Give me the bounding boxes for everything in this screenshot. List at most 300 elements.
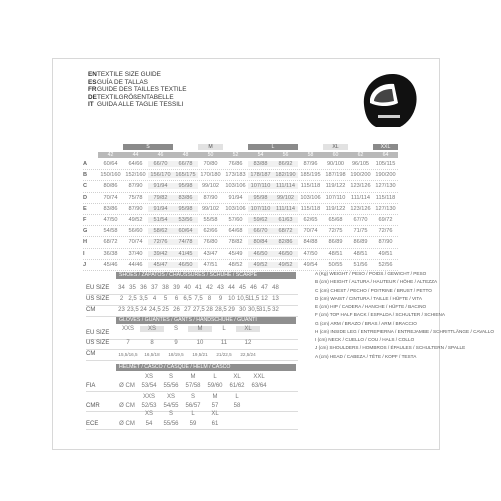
table-cell: 190/200 [350, 172, 371, 179]
table-cell: 165/175 [173, 172, 198, 178]
shoes-cell: 24 [140, 307, 147, 313]
table-cell: 59/62 [248, 217, 273, 223]
helmet-size-cell: XXS [142, 394, 155, 400]
shoes-cell: 10,5 [237, 296, 249, 302]
title-block [88, 71, 187, 109]
table-cell: 86/89 [328, 239, 343, 246]
table-cell: 91/94 [148, 206, 173, 212]
table-cell: 79/82 [148, 195, 173, 201]
shoes-row [86, 285, 281, 291]
size-number-cell: 56 [273, 152, 298, 158]
table-cell: 80/86 [103, 183, 118, 190]
row-label: F [83, 217, 87, 224]
table-cell: 119/122 [325, 183, 346, 190]
table-cell: 68/72 [273, 228, 298, 234]
row-label: FIA [86, 383, 96, 389]
table-cell: 87/90 [128, 205, 143, 212]
helmet-size-cell: XS [166, 394, 175, 400]
table-cell: 84/88 [303, 239, 318, 246]
helmet-size-row [86, 374, 270, 380]
shoes-cell: 28 [206, 307, 213, 313]
row-label: CMR [86, 403, 100, 409]
legend-item: F (cm) TOP HALF BACK / ESPALDA / SCHULTER / SCHIENA [315, 312, 446, 318]
divider-line [86, 360, 298, 361]
shoes-row [86, 307, 281, 313]
shoes-cell: 40 [184, 285, 191, 291]
helmet-header: HELMET / CASCO / CASQUE / HELM / CASCO [116, 364, 296, 371]
size-letter-cell: XL [323, 144, 348, 150]
table-cell: 64/68 [228, 228, 243, 235]
helmet-size-cell: XS [144, 374, 153, 380]
size-number-cell: 50 [198, 152, 223, 158]
title-lang-code: FR [88, 86, 97, 94]
gloves-cell: 16,5/18 [144, 351, 160, 357]
table-cell: 65/68 [328, 217, 343, 224]
table-cell: 75/78 [128, 194, 143, 201]
helmet-cell: 59 [189, 421, 197, 427]
table-cell: 39/42 [148, 251, 173, 257]
helmet-size-row [86, 394, 248, 400]
table-cell: 107/110 [248, 206, 273, 212]
size-letter-cell: S [123, 144, 173, 150]
table-cell: 87/96 [303, 161, 318, 168]
shoes-cell: 34 [118, 285, 125, 291]
table-cell: 66/70 [248, 228, 273, 234]
table-cell: 55/58 [203, 217, 218, 224]
table-cell: 67/70 [353, 217, 368, 224]
table-cell: 150/160 [100, 172, 121, 179]
table-cell: 127/130 [375, 205, 396, 212]
row-label: B [83, 172, 88, 179]
gloves-cell: 9 [174, 340, 178, 346]
row-label: H [83, 239, 88, 246]
table-cell: 182/190 [273, 172, 298, 178]
table-cell: 47/50 [303, 250, 318, 257]
row-label: A [83, 161, 88, 168]
shoes-cell: 11,5 [248, 296, 260, 302]
helmet-size-cell: XL [233, 374, 241, 380]
table-cell: 69/72 [378, 217, 393, 224]
shoes-cell: 25 [162, 307, 169, 313]
table-cell: 54/58 [103, 228, 118, 235]
row-label: E [83, 205, 87, 212]
helmet-cell: 54 [145, 421, 153, 427]
table-cell: 48/51 [353, 250, 368, 257]
table-cell: 61/63 [273, 217, 298, 223]
table-cell: 60/64 [173, 228, 198, 234]
size-letter-cell: M [198, 144, 223, 150]
table-cell: 52/56 [378, 261, 393, 268]
size-number-cell: 44 [123, 152, 148, 158]
table-row [83, 249, 398, 260]
helmet-size-cell: XXL [253, 374, 265, 380]
size-letter-cell: L [248, 144, 298, 150]
shoes-cell: 43 [217, 285, 224, 291]
helmet-size-cell: S [168, 411, 173, 417]
row-label: EU SIZE [86, 285, 110, 291]
shoes-cell: 13 [272, 296, 279, 302]
table-cell: 49/52 [273, 262, 298, 268]
table-cell: 187/198 [325, 172, 346, 179]
table-cell: 95/98 [173, 206, 198, 212]
table-cell: 70/74 [128, 239, 143, 246]
table-cell: 127/130 [375, 183, 396, 190]
gloves-cell: 11 [220, 340, 228, 346]
shoes-cell: 31,5 [259, 307, 271, 313]
table-cell: 72/76 [378, 228, 393, 235]
table-cell: 111/114 [351, 194, 370, 201]
shoes-cell: 6,5 [183, 296, 192, 302]
size-number-cell: 58 [298, 152, 323, 158]
table-cell: 45/49 [228, 250, 243, 257]
measurement-legend [315, 270, 494, 361]
table-cell: 37/40 [128, 250, 143, 257]
legend-item: H (cm) INSIDE LEG / ENTREPIERNA / ENTREJAMBE / SCHRITTLÄNGE / CAVALLO [315, 328, 495, 334]
table-cell: 86/92 [273, 161, 298, 167]
size-number-cell: 42 [98, 152, 123, 158]
table-cell: 91/94 [148, 183, 173, 189]
shoes-cell: 6 [174, 296, 179, 302]
table-cell: 103/106 [225, 205, 246, 212]
table-cell: 95/98 [173, 183, 198, 189]
shoes-cell: 23 [118, 307, 125, 313]
helmet-cell: 55/56 [163, 383, 179, 389]
helmet-size-cell: L [235, 394, 239, 400]
gloves-cell: 21/22,5 [216, 351, 232, 357]
table-cell: 48/52 [228, 261, 243, 268]
table-cell: 71/75 [353, 228, 368, 235]
table-cell: 185/195 [300, 172, 321, 179]
gloves-cell: 15,5/16,5 [118, 351, 138, 357]
size-number-cell: 54 [248, 152, 273, 158]
shoes-cell: 4 [152, 296, 157, 302]
helmet-cell: 61 [211, 421, 219, 427]
row-label: D [83, 194, 88, 201]
table-row [83, 159, 398, 170]
textile-size-table [83, 143, 398, 271]
table-cell: 83/88 [248, 161, 273, 167]
table-cell: 62/66 [203, 228, 218, 235]
row-label: J [83, 261, 87, 268]
title-text: TEXTILE SIZE GUIDE [97, 71, 161, 78]
gloves-size-cell: XXS [121, 326, 134, 332]
table-row [83, 204, 398, 215]
shoes-cell: 41 [195, 285, 202, 291]
table-cell: 107/110 [325, 194, 346, 201]
legend-item: C (cm) CHEST / PECHO / POITRINE / BRUST / PETTO [315, 287, 432, 293]
size-letter-row [83, 143, 398, 150]
helmet-cell: 52/53 [141, 403, 157, 409]
helmet-unit: Ø CM [119, 383, 135, 389]
shoes-cell: 38 [162, 285, 169, 291]
helmet-unit: Ø CM [119, 421, 135, 427]
table-cell: 66/78 [173, 161, 198, 167]
divider-line [86, 305, 298, 306]
shoes-cell: 26 [173, 307, 180, 313]
table-cell: 43/47 [203, 250, 218, 257]
table-cell: 53/56 [173, 217, 198, 223]
row-label: US SIZE [86, 296, 110, 302]
title-row [88, 101, 187, 109]
table-cell: 115/118 [300, 183, 321, 190]
helmet-size-cell: L [213, 374, 217, 380]
gloves-size-cell: M [188, 326, 212, 332]
legend-item: A (cm) HEAD / CABEZA / TÊTE / KOPF / TESTA [315, 353, 417, 359]
helmet-cell: 54/55 [163, 403, 179, 409]
table-cell: 105/115 [375, 161, 396, 168]
table-cell: 95/98 [248, 195, 273, 201]
table-cell: 45/47 [148, 262, 173, 268]
helmet-cell: 61/62 [229, 383, 245, 389]
table-cell: 173/183 [225, 172, 246, 179]
table-cell: 80/84 [248, 239, 273, 245]
helmet-cell: 59/60 [207, 383, 223, 389]
size-number-cell: 64 [373, 152, 398, 158]
legend-item: E (cm) HIP / CADERA / HANCHE / HÜFTE / BACINO [315, 304, 427, 309]
helmet-cell: 56/57 [185, 403, 201, 409]
size-number-cell: 60 [323, 152, 348, 158]
table-cell: 72/76 [148, 239, 173, 245]
shoes-cell: 3,5 [139, 296, 148, 302]
gloves-size-cell: XL [236, 326, 260, 332]
shoes-cell: 37 [151, 285, 158, 291]
table-cell: 86/89 [353, 239, 368, 246]
table-cell: 90/100 [326, 161, 345, 168]
table-cell: 111/114 [273, 206, 298, 212]
shoes-cell: 44 [228, 285, 235, 291]
shoes-header: SHOES / ZAPATOS / CHAUSSURES / SCHUHE / SCARPE [116, 272, 296, 279]
table-cell: 68/72 [103, 239, 118, 246]
table-cell: 99/102 [273, 195, 298, 201]
title-text: GUIDA ALLE TAGLIE TESSILI [97, 101, 184, 109]
helmet-cell: 57 [211, 403, 219, 409]
gloves-cell: 8 [150, 340, 154, 346]
shoes-cell: 42 [206, 285, 213, 291]
table-cell: 103/106 [300, 194, 321, 201]
size-number-cell: 62 [348, 152, 373, 158]
helmet-size-cell: L [191, 411, 195, 417]
table-cell: 123/126 [350, 205, 371, 212]
table-cell: 111/114 [273, 183, 298, 189]
gloves-cell: 10 [196, 340, 204, 346]
helmet-row [86, 403, 248, 409]
table-cell: 152/160 [125, 172, 146, 179]
helmet-icon [356, 69, 422, 133]
shoes-cell: 47 [261, 285, 268, 291]
shoes-cell: 5 [163, 296, 168, 302]
table-cell: 58/62 [148, 228, 173, 234]
table-cell: 74/78 [173, 239, 198, 245]
legend-item: A (Kg) WEIGHT / PESO / POIDS / GEWICHT / PESO [315, 271, 427, 276]
table-row [83, 215, 398, 226]
row-label: US SIZE [86, 340, 110, 346]
table-cell: 83/86 [103, 205, 118, 212]
title-lang-code: ES [88, 78, 97, 86]
table-cell: 87/90 [128, 183, 143, 190]
helmet-size-row [86, 411, 226, 417]
title-text: TEXTILGRÖßENTABELLE [97, 93, 174, 101]
helmet-cell: 57/58 [185, 383, 201, 389]
table-cell: 115/118 [300, 205, 321, 212]
table-cell: 50/55 [328, 261, 343, 268]
table-cell: 49/51 [378, 250, 393, 257]
title-text: GUIDE DES TAILLES TEXTILE [97, 86, 187, 94]
helmet-row [86, 421, 226, 427]
row-label: ECE [86, 421, 99, 427]
legend-item: I (cm) NECK / CUELLO / COU / HALS / COLLO [315, 337, 415, 342]
shoes-cell: 2,5 [128, 296, 137, 302]
table-cell: 46/50 [273, 251, 298, 257]
table-row [83, 237, 398, 248]
table-cell: 56/60 [128, 228, 143, 235]
table-cell: 78/82 [228, 239, 243, 246]
gloves-size-cell: XS [140, 326, 164, 332]
shoes-cell: 46 [250, 285, 257, 291]
table-cell: 91/94 [228, 194, 243, 201]
shoes-cell: 27,5 [193, 307, 205, 313]
shoes-cell: 8 [207, 296, 212, 302]
size-number-cell: 48 [173, 152, 198, 158]
table-cell: 70/74 [303, 228, 318, 235]
table-cell: 178/187 [248, 172, 273, 178]
table-cell: 190/200 [375, 172, 396, 179]
shoes-cell: 45 [239, 285, 246, 291]
table-cell: 47/51 [203, 261, 218, 268]
shoes-cell: 24,5 [149, 307, 161, 313]
helmet-size-cell: M [212, 394, 218, 400]
legend-item: D (cm) WAIST / CINTURA / TAILLE / HÜFTE / VITA [315, 295, 423, 301]
table-cell: 82/86 [273, 239, 298, 245]
helmet-cell: 53/54 [141, 383, 157, 389]
table-cell: 99/102 [201, 183, 220, 190]
legend-item: G (cm) ARM / BRAZO / BRAS / ARM / BRACCIO [315, 320, 417, 326]
shoes-cell: 27 [184, 307, 191, 313]
table-cell: 66/70 [148, 161, 173, 167]
shoes-cell: 2 [119, 296, 124, 302]
divider-line [86, 294, 298, 295]
table-cell: 123/126 [350, 183, 371, 190]
table-cell: 83/86 [173, 195, 198, 201]
row-label: CM [86, 351, 96, 357]
table-cell: 87/90 [378, 239, 393, 246]
table-cell: 76/80 [203, 239, 218, 246]
gloves-size-cell: L [222, 326, 226, 332]
helmet-size-cell: XS [144, 411, 153, 417]
table-cell: 119/122 [325, 205, 346, 212]
shoes-row [86, 296, 281, 302]
table-cell: 87/90 [203, 194, 218, 201]
table-cell: 48/51 [328, 250, 343, 257]
shoes-cell: 32 [272, 307, 279, 313]
gloves-cell: 22,5/24 [240, 351, 256, 357]
helmet-unit: Ø CM [119, 403, 135, 409]
table-cell: 46/50 [173, 262, 198, 268]
row-label: EU SIZE [86, 330, 110, 336]
gloves-header: GLOVES / GUANTES / GANTS / HANDSCHUHE / GUANTI [116, 317, 296, 324]
table-cell: 44/46 [128, 261, 143, 268]
size-number-row [83, 151, 398, 159]
table-cell: 70/80 [203, 161, 218, 168]
gloves-cell: 18/19,5 [168, 351, 184, 357]
table-cell: 36/38 [103, 250, 118, 257]
shoes-cell: 28,5 [215, 307, 227, 313]
shoes-cell: 30,5 [248, 307, 260, 313]
row-label: G [83, 228, 88, 235]
table-cell: 47/50 [103, 217, 118, 224]
title-row [88, 94, 187, 102]
table-cell: 49/52 [248, 262, 273, 268]
table-cell: 115/118 [375, 194, 396, 201]
gloves-cell: 19,5/21 [192, 351, 208, 357]
helmet-size-cell: S [190, 394, 195, 400]
gloves-cell: 12 [244, 340, 252, 346]
gloves-row [86, 340, 260, 346]
helmet-cell: 63/64 [251, 383, 267, 389]
table-cell: 107/110 [248, 183, 273, 189]
table-cell: 64/66 [128, 161, 143, 168]
gloves-row [86, 330, 116, 336]
helmet-cell: 55/56 [163, 421, 179, 427]
size-letter-cell: XXL [373, 144, 398, 150]
table-cell: 46/50 [248, 251, 273, 257]
title-row [88, 71, 187, 79]
shoes-cell: 35 [129, 285, 136, 291]
size-number-cell: 52 [223, 152, 248, 158]
table-row [83, 226, 398, 237]
row-label: I [83, 250, 85, 257]
table-row [83, 170, 398, 181]
table-cell: 62/65 [303, 217, 318, 224]
shoes-cell: 36 [140, 285, 147, 291]
shoes-cell: 30 [239, 307, 246, 313]
row-label: CM [86, 307, 96, 313]
table-cell: 99/102 [201, 205, 220, 212]
table-cell: 96/105 [351, 161, 370, 168]
table-cell: 103/106 [225, 183, 246, 190]
shoes-cell: 12 [261, 296, 268, 302]
legend-item: J (cm) SHOULDERS / HOMBROS / ÉPAULES / SCHULTERN / SPALLE [315, 345, 466, 351]
shoes-cell: 7,5 [194, 296, 203, 302]
table-cell: 76/86 [228, 161, 243, 168]
table-cell: 60/64 [103, 161, 118, 168]
helmet-size-cell: XL [211, 411, 219, 417]
divider-line [86, 391, 298, 392]
table-cell: 51/56 [353, 261, 368, 268]
table-cell: 51/54 [148, 217, 173, 223]
table-cell: 49/52 [128, 217, 143, 224]
size-number-cell: 46 [148, 152, 173, 158]
shoes-cell: 39 [173, 285, 180, 291]
divider-line [86, 429, 298, 430]
gloves-cell: 7 [126, 340, 130, 346]
table-row [83, 193, 398, 204]
table-cell: 41/45 [173, 251, 198, 257]
title-row [88, 79, 187, 87]
shoes-cell: 23,5 [127, 307, 139, 313]
table-cell: 49/54 [303, 261, 318, 268]
table-cell: 57/60 [228, 217, 243, 224]
shoes-cell: 9 [218, 296, 223, 302]
table-cell: 170/180 [200, 172, 221, 179]
legend-item: B (cm) HEIGHT / ALTURA / HAUTEUR / HÖHE / ALTEZZA [315, 279, 438, 285]
title-row [88, 86, 187, 94]
table-cell: 156/170 [148, 172, 173, 178]
helmet-size-cell: M [190, 374, 196, 380]
table-cell: 72/75 [328, 228, 343, 235]
row-label: C [83, 183, 88, 190]
helmet-row [86, 383, 270, 389]
title-text: GUÍA DE TALLAS [97, 78, 148, 86]
